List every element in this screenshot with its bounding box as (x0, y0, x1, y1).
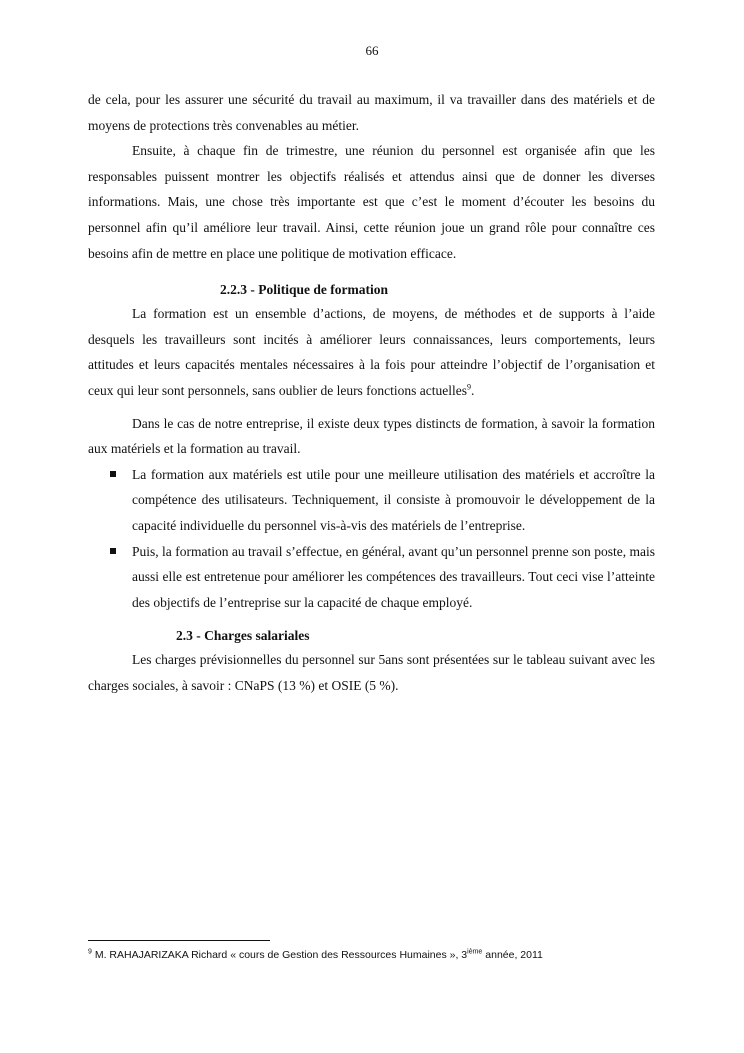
footnote-text-after: année, 2011 (482, 949, 543, 961)
paragraph-formation-definition (88, 301, 655, 403)
formation-types-list (88, 462, 655, 616)
formation-definition-end: . (471, 382, 475, 398)
paragraph-charges: Les charges prévisionnelles du personnel sur 5ans sont présentées sur le tableau suivant avec les charges sociales, à savoir : CNaPS (13 %) et OSIE (5 %). (88, 652, 655, 693)
footnote-reference[interactable]: 9 (467, 382, 472, 392)
footnote (88, 948, 543, 962)
footnote-text-before: M. RAHAJARIZAKA Richard « cours de Gestion des Ressources Humaines », 3 (91, 949, 468, 961)
list-item (88, 462, 655, 539)
section-heading-2-3: 2.3 - Charges salariales (176, 628, 310, 644)
paragraph-formation-types: Dans le cas de notre entreprise, il existe deux types distincts de formation, à savoir la formation aux matériels et la formation au travail. (88, 415, 655, 457)
square-bullet-icon (110, 471, 116, 477)
footnote-number: 9 (88, 948, 92, 956)
formation-definition-text: La formation est un ensemble d’actions, de moyens, de méthodes et de supports à l’aide desquels les travailleurs sont incités à améliorer leurs connaissances, leurs comportements, leurs attitudes et leurs capacités mentales nécessaires à la fois pour atteindre l’objectif de l’organisation et ceux qui leur sont personnels, sans oublier de leurs fonctions actuelles (88, 306, 655, 398)
paragraph-meeting: Ensuite, à chaque fin de trimestre, une réunion du personnel est organisée afin que les responsables puissent montrer les objectifs réalisés et attendus ainsi que de donner les diverses informations. Mais, une chose très importante est que c’est le moment d’écouter les besoins du personnel afin qu’il améliore leur travail. Ainsi, cette réunion joue un grand rôle pour connaître ces besoins afin de mettre en place une politique de motivation efficace. (88, 143, 655, 261)
list-item (88, 539, 655, 616)
footnote-divider (88, 940, 270, 941)
square-bullet-icon (110, 548, 116, 554)
list-item-text: Puis, la formation au travail s’effectue, en général, avant qu’un personnel prenne son poste, mais aussi elle est entretenue pour améliorer les compétences des travailleurs. Tout ceci vise l’atteinte des objectifs de l’entreprise sur la capacité de chaque employé. (132, 543, 655, 610)
page-body (88, 87, 655, 698)
page-number: 66 (365, 43, 379, 58)
paragraph-continuation: de cela, pour les assurer une sécurité du travail au maximum, il va travailler dans des matériels et de moyens de protections très convenables au métier. (88, 92, 655, 133)
footnote-superscript: ième (467, 948, 483, 956)
list-item-text: La formation aux matériels est utile pour une meilleure utilisation des matériels et accroître la compétence des utilisateurs. Techniquement, il consiste à promouvoir le développement de la capacité individuelle du personnel vis-à-vis des matériels de l’entreprise. (132, 466, 655, 533)
section-heading-2-2-3: 2.2.3 - Politique de formation (220, 282, 388, 298)
